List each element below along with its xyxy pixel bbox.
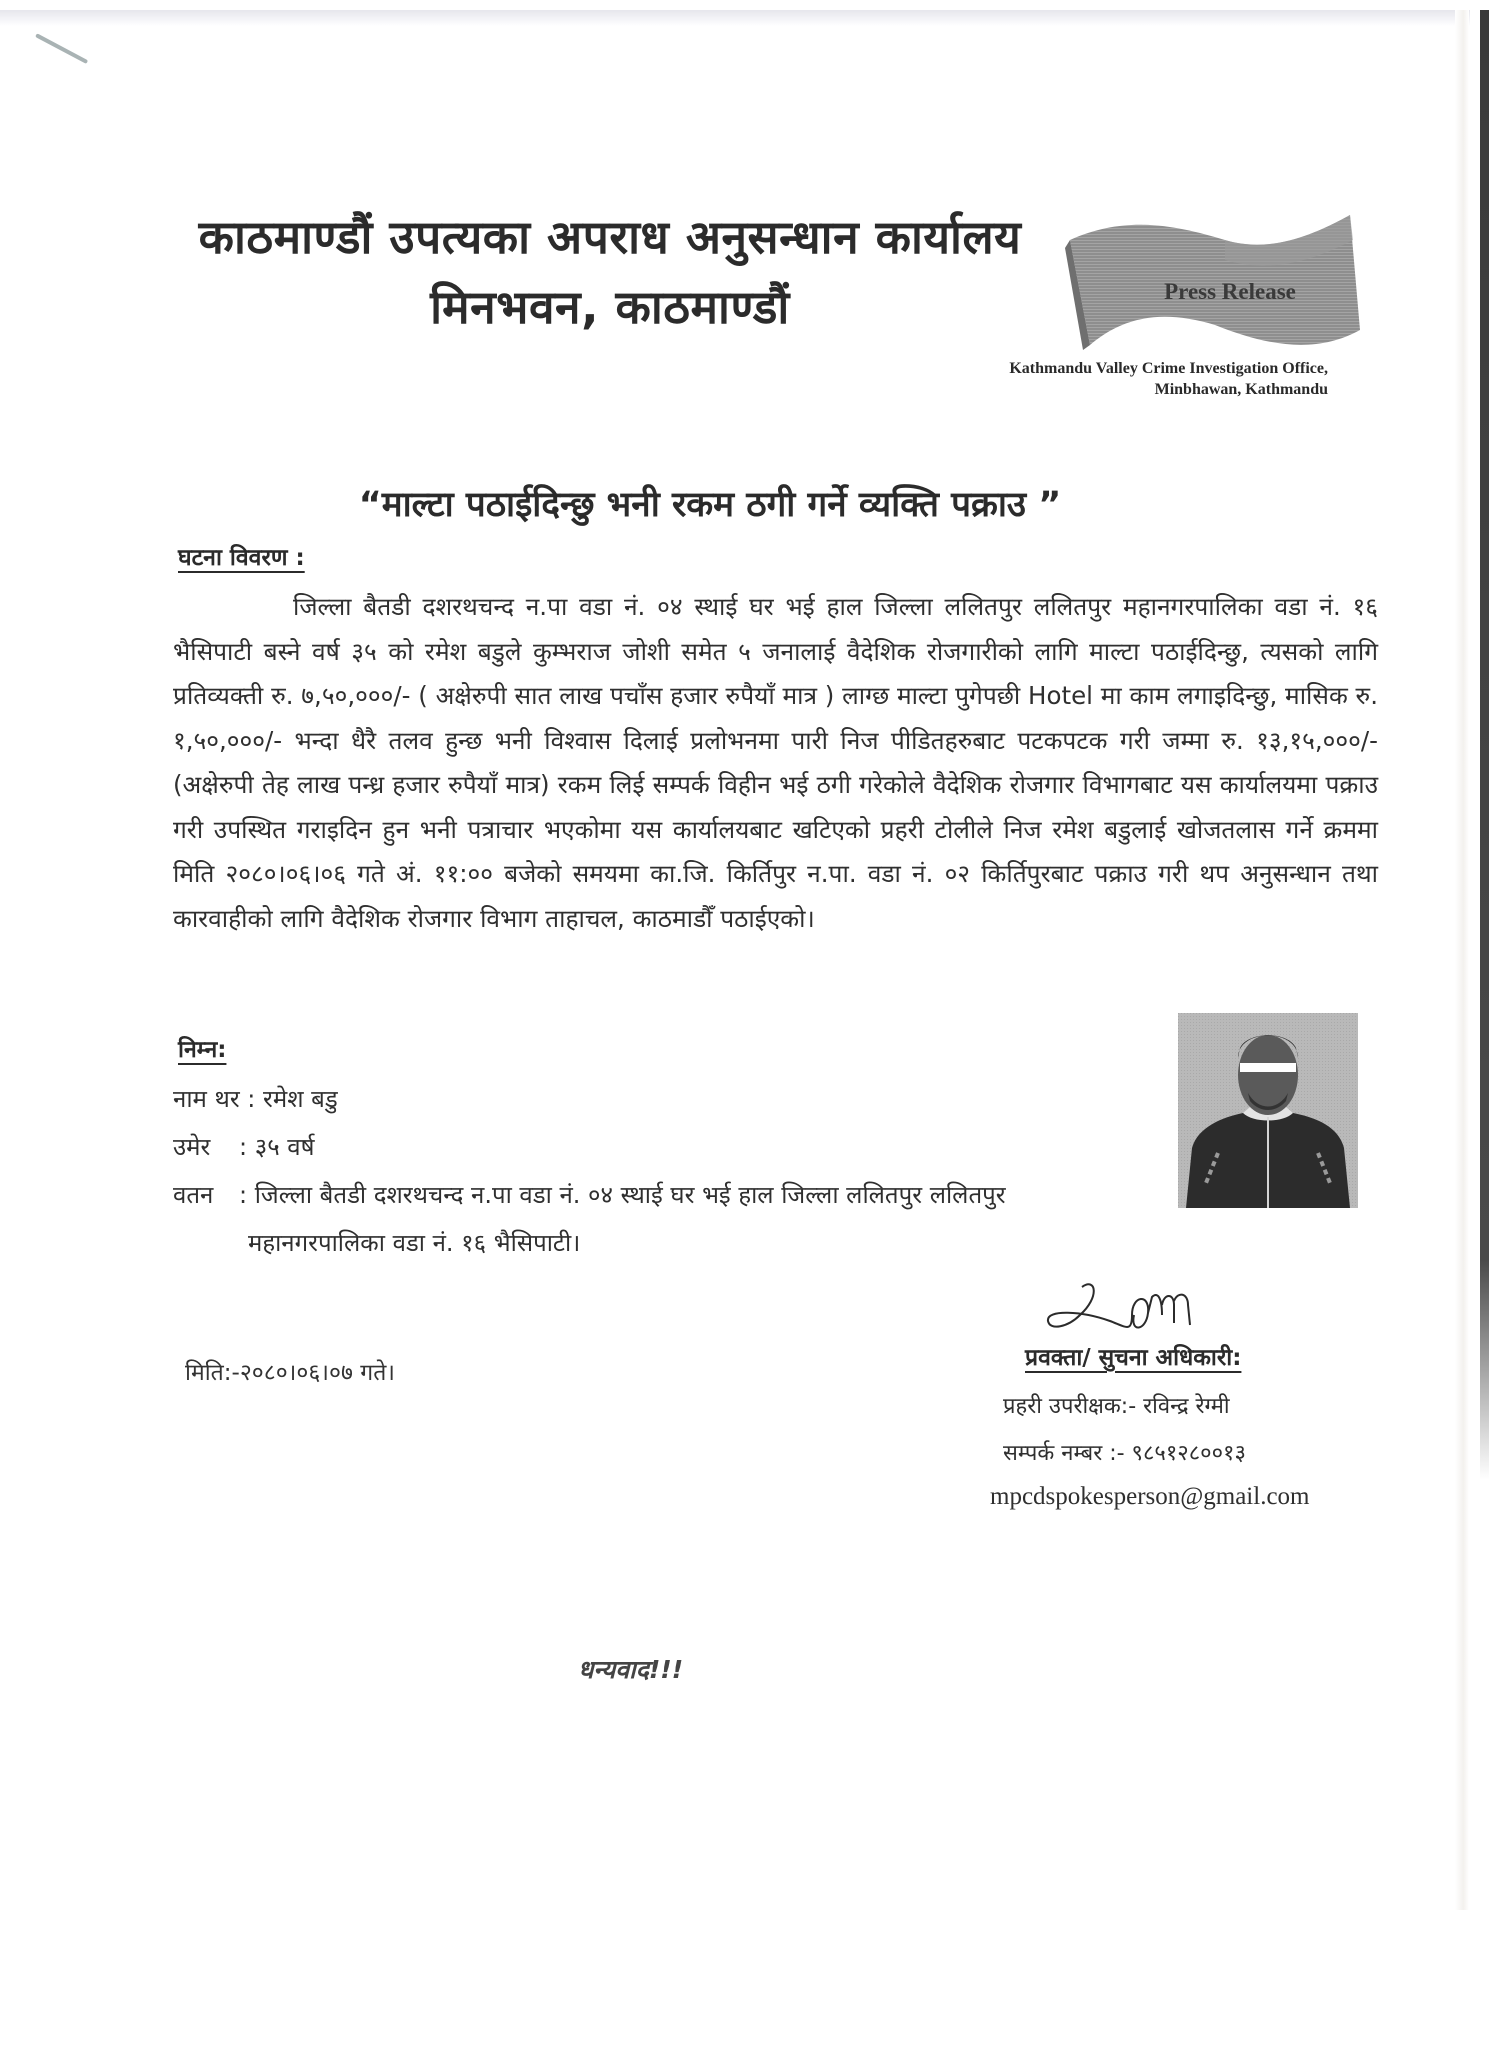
age-value: : ३५ वर्ष — [239, 1133, 315, 1161]
scan-page-fold — [1455, 10, 1469, 1910]
suspect-age-row — [173, 1130, 315, 1163]
spokesperson-email[interactable]: mpcdspokesperson@gmail.com — [990, 1483, 1310, 1510]
scan-right-edge — [1480, 10, 1489, 1480]
suspect-name-row — [173, 1082, 338, 1115]
address-label: वतन — [173, 1181, 214, 1209]
press-release-headline: “माल्टा पठाईदिन्छु भनी रकम ठगी गर्ने व्यक्ति पक्राउ ” — [358, 485, 1062, 525]
spokesperson-title: प्रवक्ता/ सुचना अधिकारी: — [1025, 1345, 1242, 1371]
press-release-label: Press Release — [1164, 279, 1296, 304]
suspect-address-row — [173, 1178, 1006, 1211]
scan-mark — [35, 33, 88, 64]
english-office-location: Minbhawan, Kathmandu — [1154, 381, 1328, 398]
incident-section-label: घटना विवरण : — [178, 545, 305, 571]
closing-thanks: धन्यवाद!!! — [578, 1655, 684, 1684]
release-date: मिति:-२०८०।०६।०७ गते। — [185, 1360, 396, 1386]
office-location: मिनभवन, काठमाण्डौं — [430, 280, 790, 334]
incident-description — [173, 585, 1378, 941]
age-label: उमेर — [173, 1133, 211, 1161]
address-value-line2: महानगरपालिका वडा नं. १६ भैसिपाटी। — [248, 1229, 581, 1257]
spokesperson-contact-number: सम्पर्क नम्बर :- ९८५१२८००१३ — [1003, 1441, 1246, 1466]
name-value: रमेश बडु — [263, 1085, 338, 1113]
spokesperson-rank-name: प्रहरी उपरीक्षक:- रविन्द्र रेग्मी — [1003, 1394, 1230, 1419]
name-label: नाम थर : — [173, 1085, 256, 1113]
office-title: काठमाण्डौं उपत्यका अपराध अनुसन्धान कार्यालय — [198, 210, 1022, 264]
scan-top-band — [0, 10, 1470, 26]
incident-text: जिल्ला बैतडी दशरथचन्द न.पा वडा नं. ०४ स्थाई घर भई हाल जिल्ला ललितपुर ललितपुर महानगरपालिका वडा नं. १६ भैसिपाटी बस्ने वर्ष ३५ को रमेश बडुले कुम्भराज जोशी समेत ५ जनालाई वैदेशिक रोजगारीको लागि माल्टा पठाईदिन्छु, त्यसको लागि प्रतिव्यक्ती रु. ७,५०,०००/- ( अक्षेरुपी सात लाख पचाँस हजार रुपैयाँ मात्र ) लाग्छ माल्टा पुगेपछी Hotel मा काम लगाइदिन्छु, मासिक रु. १,५०,०००/- भन्दा धैरै तलव हुन्छ भनी विश्वास दिलाई प्रलोभनमा पारी निज पीडितहरुबाट पटकपटक गरी जम्मा रु. १३,१५,०००/- (अक्षेरुपी तेह लाख पन्ध्र हजार रुपैयाँ मात्र) रकम लिई सम्पर्क विहीन भई ठगी गरेकोले वैदेशिक रोजगार विभागबाट यस कार्यालयमा पक्राउ गरी उपस्थित गराइदिन हुन भनी पत्राचार भएकोमा यस कार्यालयबाट खटिएको प्रहरी टोलीले निज रमेश बडुलाई खोजतलास गर्ने क्रममा मिति २०८०।०६।०६ गते अं. ११:०० बजेको समयमा का.जि. किर्तिपुर न.पा. वडा नं. ०२ किर्तिपुरबाट पक्राउ गरी थप अनुसन्धान तथा कारवाहीको लागि वैदेशिक रोजगार विभाग ताहाचल, काठमाडौँ पठाईएको। — [173, 592, 1378, 933]
suspect-section-label: निम्न: — [178, 1037, 227, 1063]
suspect-photo — [1178, 1013, 1358, 1208]
address-value-line1: : जिल्ला बैतडी दशरथचन्द न.पा वडा नं. ०४ स्थाई घर भई हाल जिल्ला ललितपुर ललितपुर — [239, 1181, 1006, 1209]
english-office-name: Kathmandu Valley Crime Investigation Office, — [1009, 360, 1328, 377]
